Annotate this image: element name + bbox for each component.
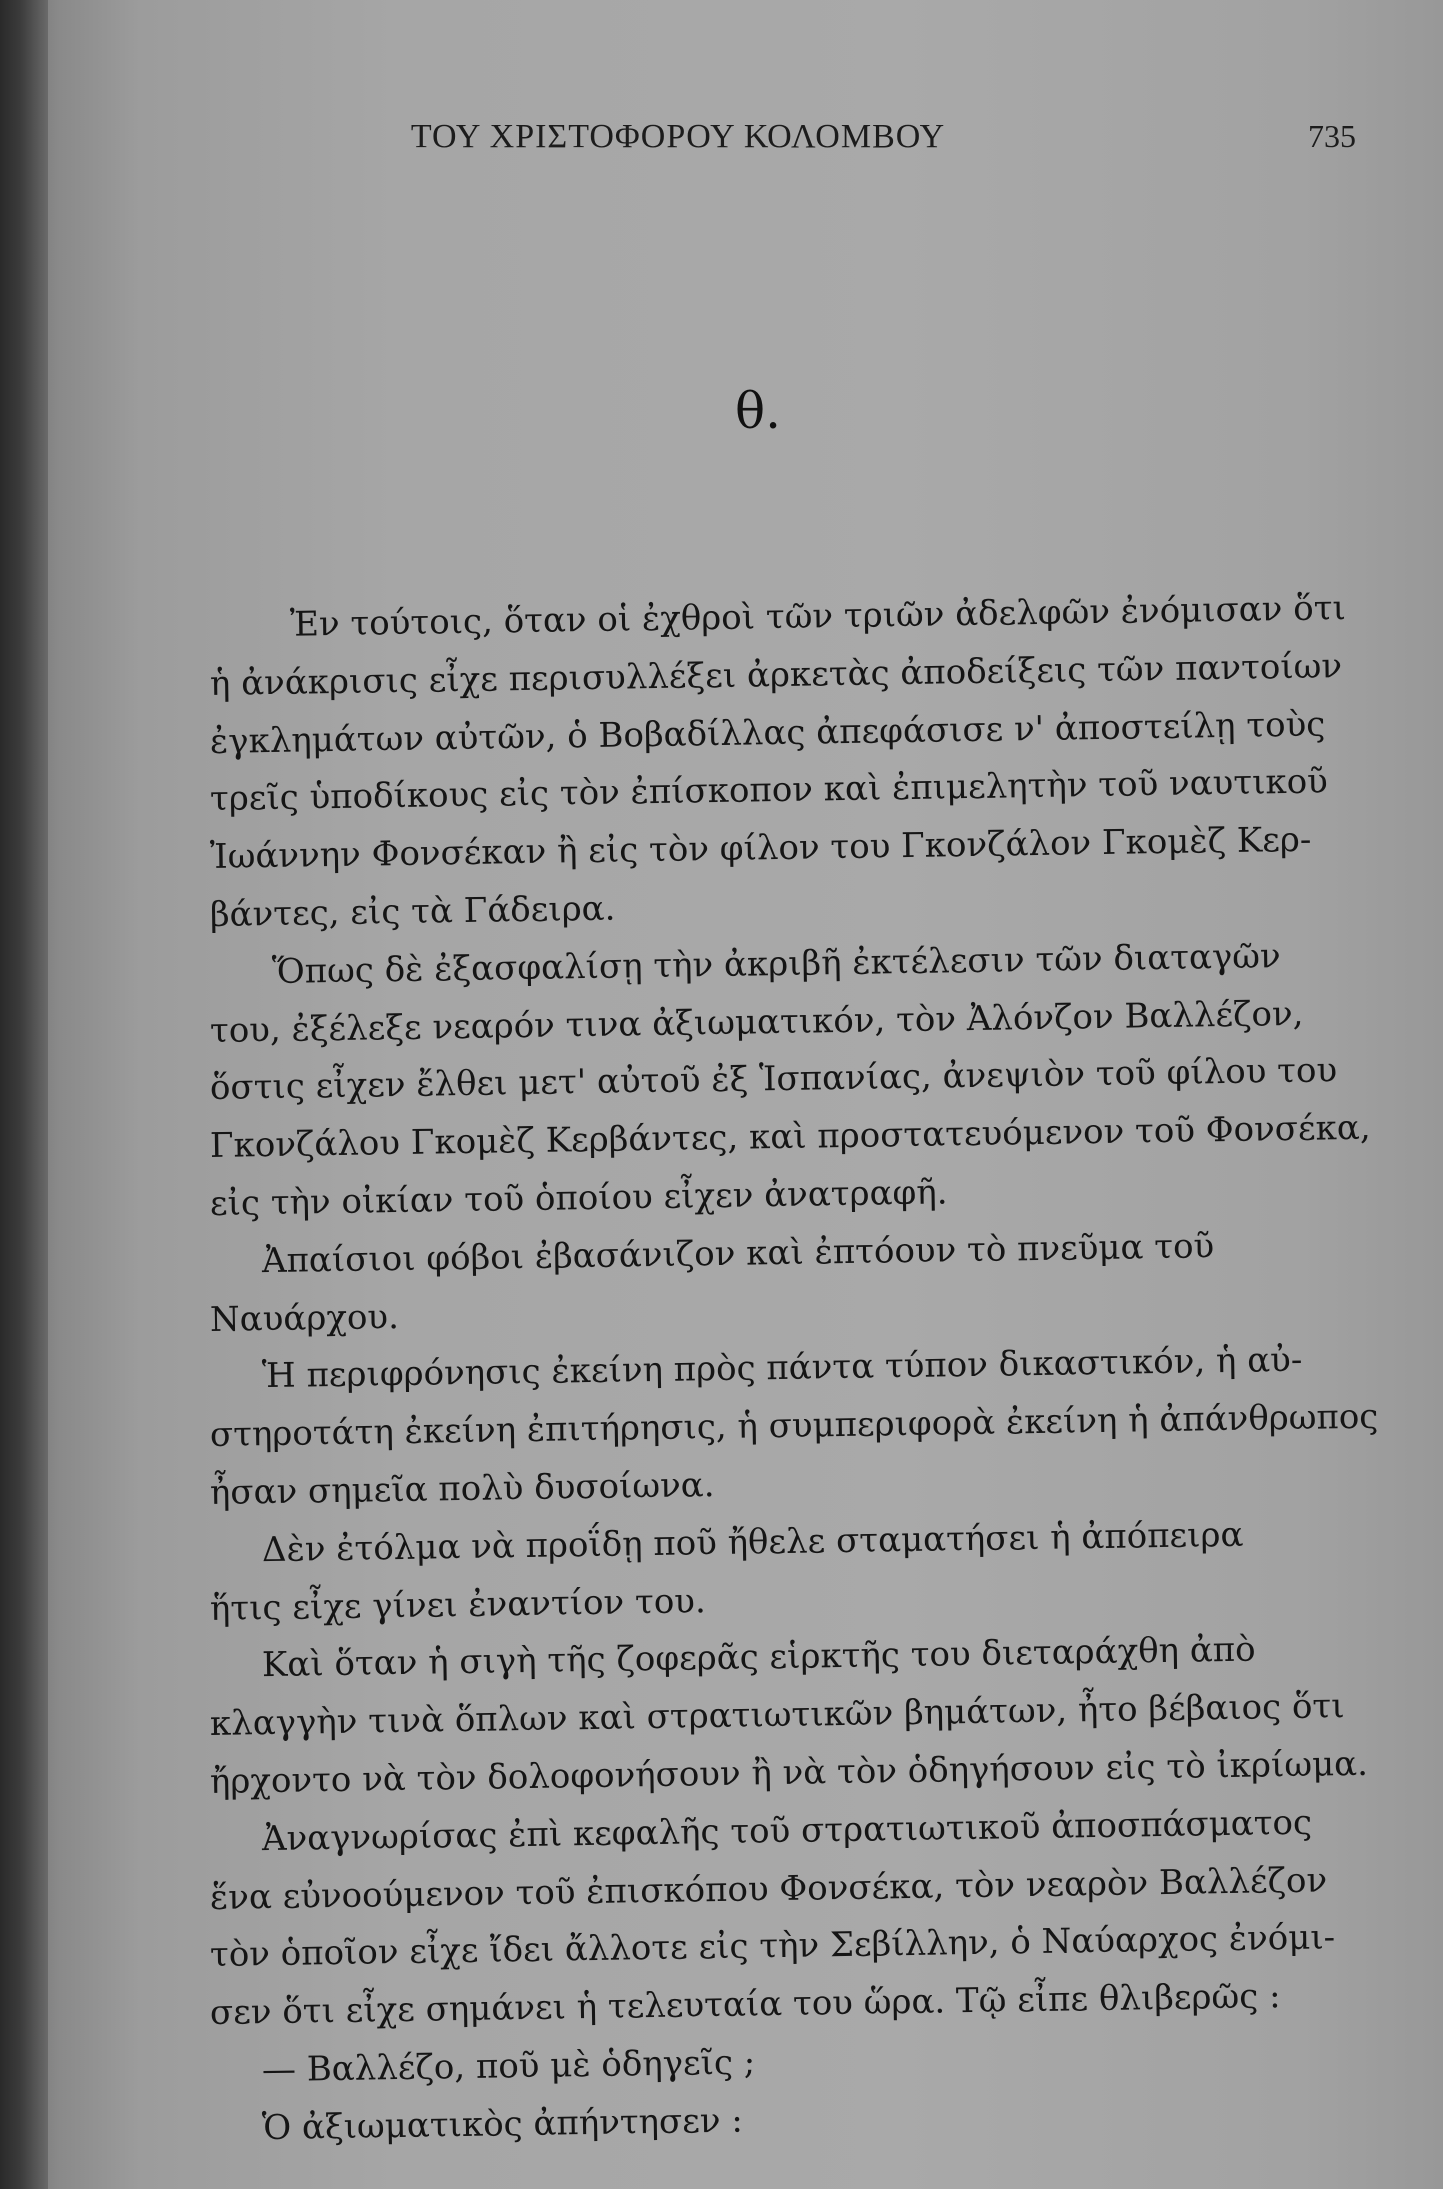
text-line: βάντες, εἰς τὰ Γάδειρα.	[209, 888, 616, 935]
text-line: σεν ὅτι εἶχε σημάνει ἡ τελευταία του ὥρα. Τῷ εἶπε θλιβερῶς :	[209, 1976, 1281, 2034]
text-line: εἰς τὴν οἰκίαν τοῦ ὁποίου εἶχεν ἀνατραφῆ.	[209, 1172, 948, 1224]
text-line: ἦσαν σημεῖα πολὺ δυσοίωνα.	[209, 1465, 715, 1513]
text-line: Ἰωάννην Φονσέκαν ἢ εἰς τὸν φίλον του Γκονζάλον Γκομὲζ Κερ-	[209, 819, 1312, 878]
text-line: Δὲν ἐτόλμα νὰ προΐδῃ ποῦ ἤθελε σταματήσει ἡ ἀπόπειρα	[261, 1514, 1244, 1570]
text-line: Καὶ ὅταν ἡ σιγὴ τῆς ζοφερᾶς εἱρκτῆς του διεταράχθη ἀπὸ	[261, 1629, 1256, 1686]
text-line: Ἀπαίσιοι φόβοι ἐβασάνιζον καὶ ἐπτόουν τὸ πνεῦμα τοῦ	[261, 1225, 1215, 1281]
text-line: κλαγγὴν τινὰ ὅπλων καὶ στρατιωτικῶν βημάτων, ἦτο βέβαιος ὅτι	[209, 1686, 1345, 1745]
text-line: ἡ ἀνάκρισις εἶχε περισυλλέξει ἀρκετὰς ἀποδείξεις τῶν παντοίων	[209, 646, 1343, 704]
text-line: Ἡ περιφρόνησις ἐκείνη πρὸς πάντα τύπον δικαστικόν, ἡ αὐ-	[261, 1340, 1303, 1397]
text-line: Ναυάρχου.	[209, 1296, 400, 1340]
text-line: τὸν ὁποῖον εἶχε ἴδει ἄλλοτε εἰς τὴν Σεβίλλην, ὁ Ναύαρχος ἐνόμι-	[209, 1917, 1336, 1976]
text-line: στηροτάτη ἐκείνη ἐπιτήρησις, ἡ συμπεριφορὰ ἐκείνη ἡ ἀπάνθρωπος	[209, 1396, 1379, 1456]
page-number: 735	[1308, 118, 1356, 154]
text-line: τρεῖς ὑποδίκους εἰς τὸν ἐπίσκοπον καὶ ἐπιμελητὴν τοῦ ναυτικοῦ	[209, 761, 1329, 820]
text-line: Ὁ ἀξιωματικὸς ἀπήντησεν :	[261, 2100, 744, 2148]
text-line: ὅστις εἶχεν ἔλθει μετ' αὐτοῦ ἐξ Ἱσπανίας, ἀνεψιὸν τοῦ φίλου του	[209, 1050, 1338, 1109]
text-line: Ὅπως δὲ ἐξασφαλίσῃ τὴν ἀκριβῆ ἐκτέλεσιν τῶν διαταγῶν	[271, 935, 1281, 992]
text-line: Ἐν τούτοις, ὅταν οἱ ἐχθροὶ τῶν τριῶν ἀδελφῶν ἐνόμισαν ὅτι	[289, 588, 1347, 645]
chapter-mark: θ.	[735, 382, 781, 440]
text-line: — Βαλλέζο, ποῦ μὲ ὁδηγεῖς ;	[261, 2042, 756, 2091]
text-line: Ἀναγνωρίσας ἐπὶ κεφαλῆς τοῦ στρατιωτικοῦ ἀποσπάσματος	[261, 1802, 1313, 1859]
text-line: Γκονζάλου Γκομὲζ Κερβάντες, καὶ προστατευόμενον τοῦ Φονσέκα,	[209, 1107, 1371, 1167]
book-spine-shadow	[0, 0, 48, 2189]
text-line: ἕνα εὐνοούμενον τοῦ ἐπισκόπου Φονσέκα, τὸν νεαρὸν Βαλλέζον	[209, 1859, 1328, 1918]
text-line: ἥτις εἶχε γίνει ἐναντίον του.	[209, 1580, 707, 1629]
text-line: ἤρχοντο νὰ τὸν δολοφονήσουν ἢ νὰ τὸν ὁδηγήσουν εἰς τὸ ἰκρίωμα.	[209, 1743, 1369, 1802]
text-line: ἐγκλημάτων αὐτῶν, ὁ Βοβαδίλλας ἀπεφάσισε ν' ἀποστείλῃ τοὺς	[209, 704, 1326, 762]
running-head: ΤΟΥ ΧΡΙΣΤΟΦΟΡΟΥ ΚΟΛΟΜΒΟΥ	[410, 118, 946, 155]
book-page	[48, 0, 1443, 2189]
text-line: του, ἐξέλεξε νεαρόν τινα ἀξιωματικόν, τὸν Ἀλόνζον Βαλλέζον,	[209, 993, 1304, 1051]
body-text	[209, 588, 1430, 2159]
